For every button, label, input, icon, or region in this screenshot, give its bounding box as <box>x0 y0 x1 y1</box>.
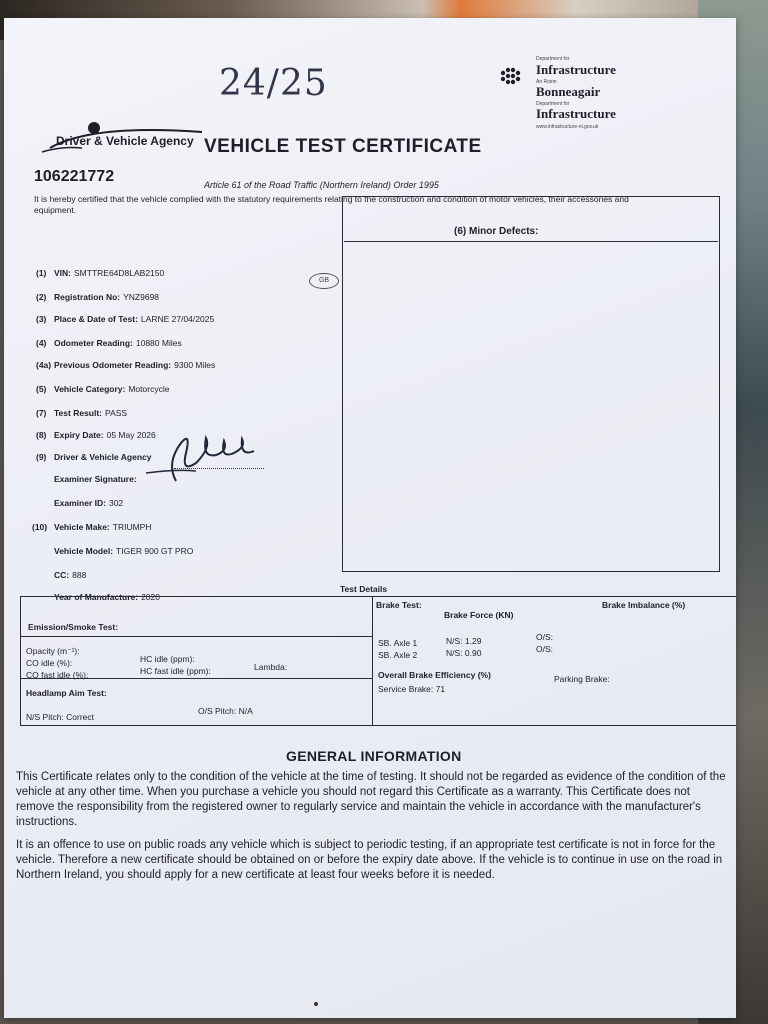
ns-pitch: N/S Pitch: Correct <box>26 712 95 722</box>
field-previous-odometer: (4a) Previous Odometer Reading: 9300 Miles <box>36 360 216 370</box>
general-information-paragraph-2: It is an offence to use on public roads any vehicle which is subject to periodic testing, if an appropriate test certificate is not in force for the vehicle. Therefore a new certificate should be obtained on or before the expiry date above. If the vehicle is to continue in use on the road in Northern Ireland, you should apply for a new certificate at least four weeks before it is needed. <box>16 839 723 881</box>
brake-test-title: Brake Test: <box>376 600 422 610</box>
infrastructure-logo-small-1: Department for <box>536 56 570 62</box>
field-vehicle-category: (5) Vehicle Category: Motorcycle <box>36 384 170 394</box>
lambda-label: Lambda: <box>254 662 288 672</box>
field-registration: (2) Registration No: YNZ9698 <box>36 292 160 302</box>
examiner-signature <box>136 423 266 493</box>
paper-mark <box>314 1002 318 1006</box>
agency-name: Driver & Vehicle Agency <box>56 134 194 148</box>
co-fast-idle-label: CO fast idle (%): <box>26 670 89 680</box>
co-idle-label: CO idle (%): <box>26 658 73 668</box>
field-vehicle-model: Vehicle Model: TIGER 900 GT PRO <box>54 546 194 556</box>
field-examiner-id: Examiner ID: 302 <box>54 498 124 508</box>
infrastructure-logo-url: www.infrastructure-ni.gov.uk <box>536 124 599 130</box>
field-place-date: (3) Place & Date of Test: LARNE 27/04/2025 <box>36 314 215 324</box>
general-information-paragraph-1: This Certificate relates only to the condition of the vehicle at the time of testing. It should not be regarded as evidence of the condition of the vehicle at any other time. When you purchase a vehicle you should not regard this Certificate as a warranty. This Certificate does not remove the responsibility from the registered owner to regularly service and maintain the vehicle in accordance with the manufacturer's instructions. <box>16 771 726 828</box>
sb-axle-2: SB. Axle 2 <box>378 650 418 660</box>
infrastructure-logo-small-3: Department for <box>536 101 570 107</box>
field-agency: (9) Driver & Vehicle Agency <box>36 452 152 462</box>
hc-idle-label: HC idle (ppm): <box>140 654 195 664</box>
os-pitch: O/S Pitch: N/A <box>198 706 253 716</box>
field-test-result: (7) Test Result: PASS <box>36 408 128 418</box>
minor-defects-title: (6) Minor Defects: <box>454 226 539 237</box>
ns-brake-1: N/S: 1.29 <box>446 636 482 646</box>
overall-brake-efficiency: Overall Brake Efficiency (%) <box>378 670 491 680</box>
gb-stamp: GB <box>309 273 339 289</box>
certificate-paper <box>4 18 736 1018</box>
emission-divider <box>20 636 372 637</box>
hc-fast-idle-label: HC fast idle (ppm): <box>140 666 211 676</box>
minor-defects-box <box>342 196 720 572</box>
certification-statement: It is hereby certified that the vehicle complied with the statutory requirements relating to the construction and condition of motor vehicles, their accessories and equipment. <box>34 194 629 215</box>
article-reference: Article 61 of the Road Traffic (Northern Ireland) Order 1995 <box>204 180 439 190</box>
handwritten-note: 24/25 <box>219 63 328 104</box>
parking-brake: Parking Brake: <box>554 674 610 684</box>
infrastructure-logo-small-2: An Roinn <box>536 79 557 85</box>
test-details-title: Test Details <box>340 584 388 594</box>
infrastructure-logo-line-2: Bonneagair <box>536 84 601 99</box>
sb-axle-1: SB. Axle 1 <box>378 638 418 648</box>
field-odometer: (4) Odometer Reading: 10880 Miles <box>36 338 182 348</box>
infrastructure-logo-line-3: Infrastructure <box>536 106 616 121</box>
emission-test-title: Emission/Smoke Test: <box>28 622 119 632</box>
test-details-box <box>20 596 736 726</box>
ns-brake-2: N/S: 0.90 <box>446 648 482 658</box>
brake-force-header: Brake Force (KN) <box>444 610 514 620</box>
test-details-divider <box>372 596 373 726</box>
field-vehicle-make: (10) Vehicle Make: TRIUMPH <box>32 522 152 532</box>
field-examiner-signature: Examiner Signature: <box>54 474 137 484</box>
headlamp-test-title: Headlamp Aim Test: <box>26 688 107 698</box>
field-cc: CC: 888 <box>54 570 87 580</box>
certificate-title: VEHICLE TEST CERTIFICATE <box>204 136 482 157</box>
os-brake-2: O/S: <box>536 644 554 654</box>
opacity-label: Opacity (m⁻¹): <box>26 646 80 656</box>
brake-imbalance-header: Brake Imbalance (%) <box>602 600 686 610</box>
certificate-number: 106221772 <box>34 168 115 185</box>
general-information-title: GENERAL INFORMATION <box>286 748 462 764</box>
field-year-of-manufacture: Year of Manufacture: 2020 <box>54 592 160 602</box>
os-brake-1: O/S: <box>536 632 554 642</box>
field-expiry-date: (8) Expiry Date: 05 May 2026 <box>36 430 156 440</box>
field-vin: (1) VIN: SMTTRE64D8LAB2150 <box>36 268 165 278</box>
infrastructure-logo-icon <box>498 66 524 88</box>
infrastructure-logo-line-1: Infrastructure <box>536 62 616 77</box>
service-brake: Service Brake: 71 <box>378 684 446 694</box>
